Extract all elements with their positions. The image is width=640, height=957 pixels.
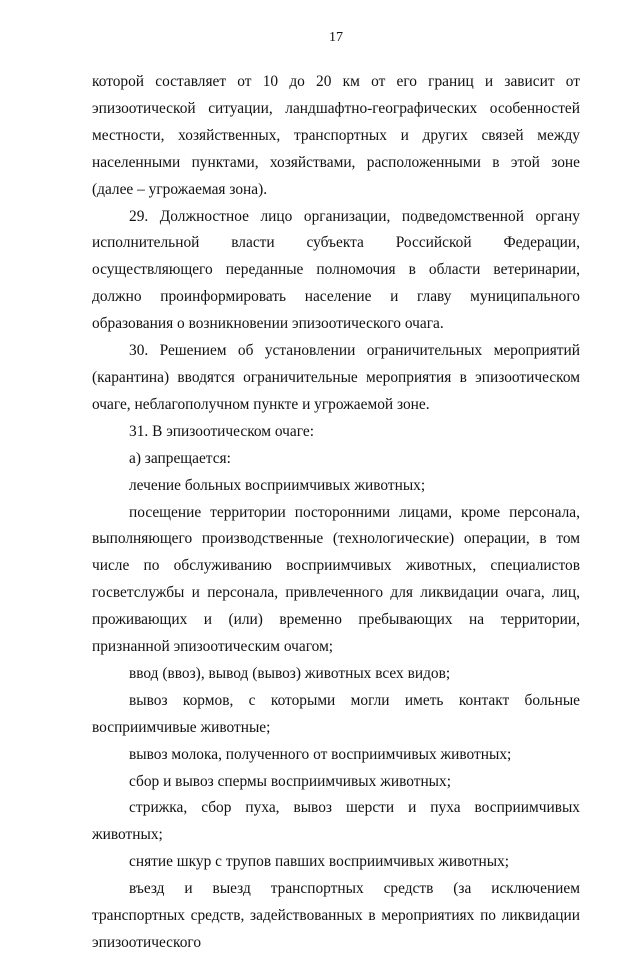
paragraph-29: 29. Должностное лицо организации, подведомственной органу исполнительной власти субъекта Российской Федерации, осуществляющего переданные полномочия в области ветеринарии, должно проинформировать население и главу муниципального образования о возникновении эпизоотического очага. [92,207,580,333]
list-item-treatment: лечение больных восприимчивых животных; [129,476,426,494]
paragraph-zone-definition: которой составляет от 10 до 20 км от его границ и зависит от эпизоотической ситуации, ландшафтно-географических особенностей местности, хозяйственных, транспортных и других связей между населенными пунктами, хозяйствами, расположенными в этой зоне (далее – угрожаемая зона). [92,73,580,198]
list-item-visiting: посещение территории посторонними лицами, кроме персонала, выполняющего производственные (технологические) операции, в том числе по обслуживанию восприимчивых животных, специалистов госветслужбы и персонала, привлеченного для ликвидации очага, лиц, проживающих и (или) временно пребывающих на территории, признанной эпизоотическим очагом; [92,503,580,656]
list-item-vehicles: въезд и выезд транспортных средств (за исключением транспортных средств, задействованных в мероприятиях по ликвидации эпизоотического [92,880,580,951]
list-item-sperm: сбор и вывоз спермы восприимчивых животных; [129,772,451,790]
list-item-feed-removal: вывоз кормов, с которыми могли иметь контакт больные восприимчивые животные; [92,691,580,736]
list-item-a-prohibited: а) запрещается: [129,449,231,467]
list-item-milk-removal: вывоз молока, полученного от восприимчивых животных; [129,745,512,763]
list-item-animal-movement: ввод (ввоз), вывод (вывоз) животных всех видов; [129,664,451,682]
paragraph-30: 30. Решением об установлении ограничительных мероприятий (карантина) вводятся ограничительные мероприятия в эпизоотическом очаге, неблагополучном пункте и угрожаемой зоне. [92,342,580,413]
page-number: 17 [329,30,343,45]
list-item-shearing: стрижка, сбор пуха, вывоз шерсти и пуха восприимчивых животных; [92,799,580,844]
list-item-skins: снятие шкур с трупов павших восприимчивых животных; [129,853,510,871]
paragraph-31: 31. В эпизоотическом очаге: [129,422,314,440]
